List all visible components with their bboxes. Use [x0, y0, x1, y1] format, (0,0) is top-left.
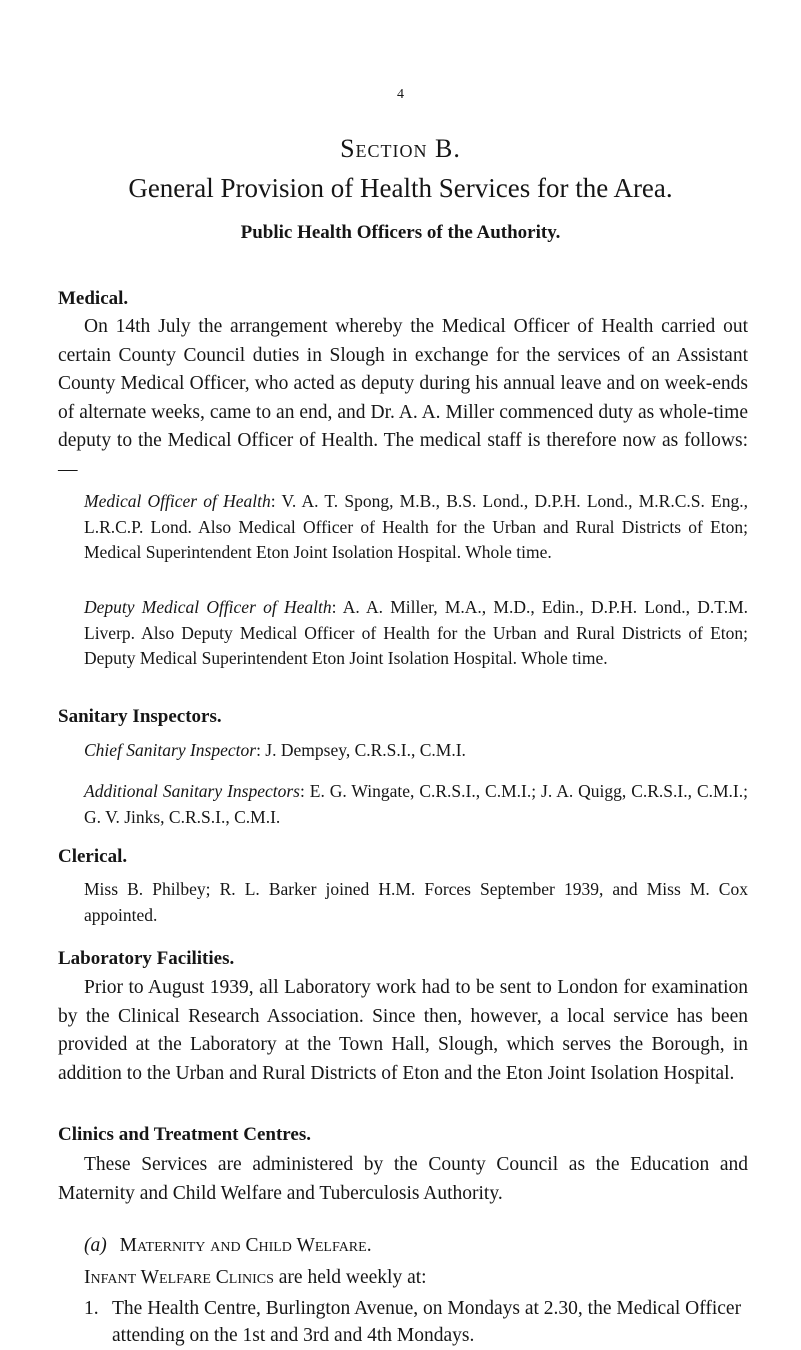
moh-entry-label: Medical Officer of Health [84, 491, 271, 511]
moh-entry-text: : V. A. T. Spong, M.B., B.S. Lond., D.P.H. Lond., M.R.C.S. Eng., L.R.C.P. Lond. Also Medical Officer of Health for the Urban and Rural Districts of Eton; Medical Superintendent Eton Joint Isolation Hospital. Whole time. [84, 491, 748, 562]
chief-inspector-label: Chief Sanitary Inspector [84, 740, 257, 760]
maternity-subheading [84, 1235, 372, 1257]
deputy-moh-entry [84, 595, 748, 672]
clerical-heading: Clerical. [58, 846, 128, 867]
deputy-moh-entry-text: : A. A. Miller, M.A., M.D., Edin., D.P.H. Lond., D.T.M. Liverp. Also Deputy Medical Officer of Health for the Urban and Rural Districts of Eton; Deputy Medical Superintendent Eton Joint Isolation Hospital. Whole time. [84, 597, 748, 668]
laboratory-heading: Laboratory Facilities. [58, 948, 235, 969]
deputy-moh-entry-label: Deputy Medical Officer of Health [84, 597, 332, 617]
main-title: General Provision of Health Services for the Area. [128, 173, 673, 203]
infant-welfare-rest: are held weekly at: [273, 1267, 427, 1288]
clinics-heading: Clinics and Treatment Centres. [58, 1124, 311, 1145]
additional-inspectors-text: : E. G. Wingate, C.R.S.I., C.M.I.; J. A. Quigg, C.R.S.I., C.M.I.; G. V. Jinks, C.R.S.I., C.M.I. [84, 781, 748, 827]
list-item-text: The Health Centre, Burlington Avenue, on Mondays at 2.30, the Medical Officer attending on the 1st and 3rd and 4th Mondays. [112, 1298, 742, 1346]
medical-paragraph: On 14th July the arrangement whereby the Medical Officer of Health carried out certain County Council duties in Slough in exchange for the services of an Assistant County Medical Officer, who acted as deputy during his annual leave and on week-ends of alternate weeks, came to an end, and Dr. A. A. Miller commenced duty as whole-time deputy to the Medical Officer of Health. The medical staff is therefore now as follows:— [58, 316, 748, 480]
clerical-text: Miss B. Philbey; R. L. Barker joined H.M. Forces September 1939, and Miss M. Cox appointed. [84, 879, 748, 925]
subheading-marker: (a) [84, 1235, 107, 1256]
sanitary-heading: Sanitary Inspectors. [58, 706, 222, 727]
page-number: 4 [397, 87, 404, 102]
subtitle: Public Health Officers of the Authority. [240, 222, 561, 243]
infant-welfare-lead: Infant Welfare Clinics [84, 1267, 274, 1288]
section-title: Section B. [340, 134, 461, 163]
moh-entry [84, 489, 748, 566]
chief-inspector-entry [84, 738, 748, 764]
list-item [84, 1295, 748, 1349]
medical-heading: Medical. [58, 288, 129, 309]
laboratory-paragraph: Prior to August 1939, all Laboratory work had to be sent to London for examination by the Clinical Research Association. Since then, however, a local service has been provided at the Laboratory at the Town Hall, Slough, which serves the Borough, in addition to the Urban and Rural Districts of Eton and the Eton Joint Isolation Hospital. [58, 977, 748, 1084]
chief-inspector-text: : J. Dempsey, C.R.S.I., C.M.I. [256, 740, 466, 760]
subheading-text: Maternity and Child Welfare. [119, 1235, 372, 1256]
additional-inspectors-label: Additional Sanitary Inspectors [84, 781, 300, 801]
infant-welfare-line [84, 1267, 427, 1289]
list-item-number: 1. [84, 1298, 99, 1319]
clinics-paragraph: These Services are administered by the County Council as the Education and Maternity and Child Welfare and Tuberculosis Authority. [58, 1154, 748, 1204]
additional-inspectors-entry [84, 779, 748, 830]
